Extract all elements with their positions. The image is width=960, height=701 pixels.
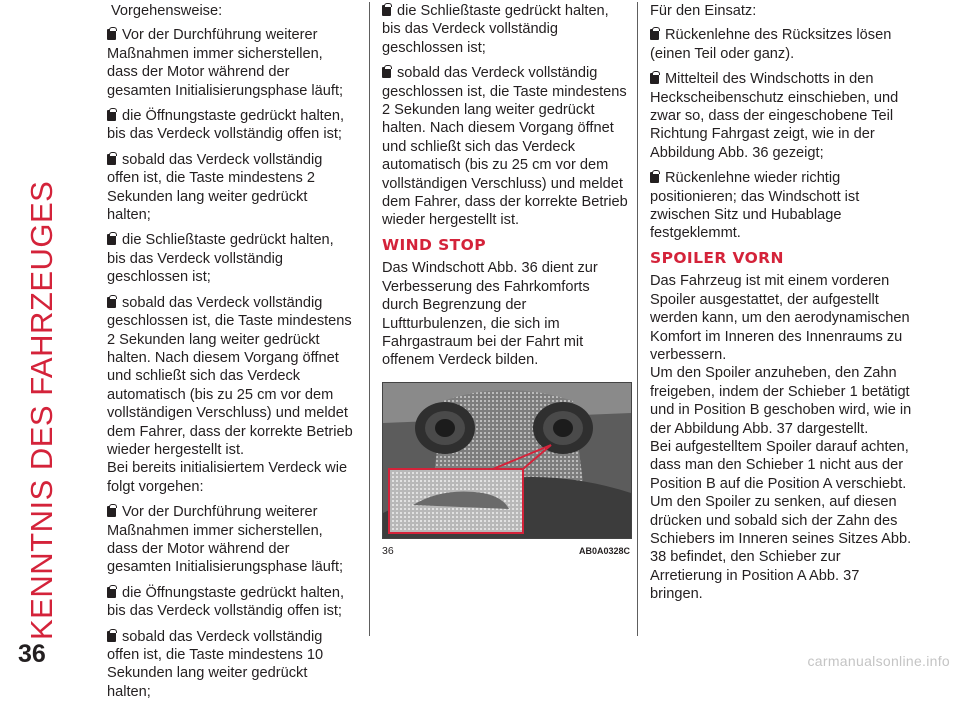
bullet-text: sobald das Verdeck vollständig offen ist, die Taste mindestens 2 Sekunden lang weiter gedrückt halten;: [107, 151, 323, 224]
page-bullet-icon: [107, 154, 116, 165]
page-bullet-icon: [650, 29, 659, 40]
page-bullet-icon: [650, 172, 659, 183]
bullet-item: [107, 107, 355, 144]
wind-stop-illustration: [383, 383, 631, 538]
paragraph: Für den Einsatz:: [650, 3, 757, 19]
bullet-text: die Öffnungstaste gedrückt halten, bis das Verdeck vollständig offen ist;: [107, 584, 345, 620]
paragraph: Das Windschott Abb. 36 dient zur Verbesserung des Fahrkomforts durch Begrenzung der Luftturbulenzen, die sich im Fahrgastraum bei der Fahrt mit offenem Verdeck bilden.: [382, 260, 598, 369]
bullet-text: die Öffnungstaste gedrückt halten, bis das Verdeck vollständig offen ist;: [107, 108, 345, 143]
column-2: [382, 2, 630, 560]
bullet-item: [107, 26, 355, 100]
bullet-item: [650, 169, 912, 243]
page-number: 36: [18, 640, 46, 668]
bullet-item: [650, 70, 912, 162]
page-bullet-icon: [107, 29, 116, 40]
watermark: carmanualsonline.info: [807, 653, 950, 669]
bullet-text: sobald das Verdeck vollständig offen ist, die Taste mindestens 10 Sekunden lang weiter gedrückt halten;: [107, 628, 324, 700]
figure-caption: [382, 542, 630, 560]
bullet-item: [382, 64, 630, 230]
chapter-side-title-text: KENNTNIS DES FAHRZEUGES: [24, 180, 59, 640]
column-divider: [369, 2, 370, 636]
bullet-item: [107, 294, 355, 460]
bullet-item: [107, 584, 355, 621]
page-bullet-icon: [382, 67, 391, 78]
page-bullet-icon: [107, 297, 116, 308]
paragraph: Bei bereits initialisiertem Verdeck wie folgt vorgehen:: [107, 460, 348, 495]
bullet-item: [382, 2, 630, 57]
bullet-text: sobald das Verdeck vollständig geschlossen ist, die Taste mindestens 2 Sekunden lang weiter gedrückt halten. Nach diesem Vorgang öffnet und schließt sich das Verdeck automatisch (bis zu 25 cm vor dem vollständigen Verschluss) und meldet dem Fahrer, dass der korrekte Betrieb wieder hergestellt ist.: [382, 65, 628, 229]
bullet-text: Vor der Durchführung weiterer Maßnahmen immer sicherstellen, dass der Motor während der gesamten Initialisierungsphase läuft;: [107, 504, 344, 576]
bullet-item: [107, 151, 355, 225]
page-bullet-icon: [107, 234, 116, 245]
page-bullet-icon: [650, 73, 659, 84]
paragraph: Vorgehensweise:: [111, 3, 223, 19]
column-1: [107, 2, 355, 701]
bullet-item: [107, 628, 355, 701]
page-bullet-icon: [107, 506, 116, 517]
column-divider: [637, 2, 638, 636]
paragraph: Bei aufgestelltem Spoiler darauf achten, dass man den Schieber 1 nicht aus der Position B auf die Position A verschiebt.: [650, 438, 909, 492]
bullet-text: die Schließtaste gedrückt halten, bis das Verdeck vollständig geschlossen ist;: [382, 3, 609, 56]
paragraph: Das Fahrzeug ist mit einem vorderen Spoiler ausgestattet, der aufgestellt werden kann, um den aerodynamischen Komfort im Inneren des Innenraums zu verbessern.: [650, 273, 910, 363]
page-bullet-icon: [107, 110, 116, 121]
bullet-text: die Schließtaste gedrückt halten, bis das Verdeck vollständig geschlossen ist;: [107, 232, 334, 286]
section-heading: SPOILER VORN: [650, 248, 784, 267]
page-bullet-icon: [107, 631, 116, 642]
bullet-text: sobald das Verdeck vollständig geschlossen ist, die Taste mindestens 2 Sekunden lang weiter gedrückt halten. Nach diesem Vorgang öffnet und schließt sich das Verdeck automatisch (bis zu 25 cm vor dem vollständigen Verschluss) und meldet dem Fahrer, dass der korrekte Betrieb wieder hergestellt ist.: [107, 294, 353, 458]
bullet-text: Rückenlehne des Rücksitzes lösen (einen Teil oder ganz).: [650, 27, 892, 62]
bullet-text: Mittelteil des Windschotts in den Heckscheibenschutz einschieben, und zwar so, dass der eingeschobene Teil Richtung Fahrgast zeigt, wie in der Abbildung Abb. 36 gezeigt;: [650, 71, 899, 161]
wind-stop-figure: [382, 382, 632, 539]
bullet-text: Rückenlehne wieder richtig positionieren; das Windschott ist zwischen Sitz und Hubablage festgeklemmt.: [650, 170, 860, 242]
paragraph: Um den Spoiler zu senken, auf diesen drücken und sobald sich der Zahn des Schiebers im Inneren seines Sitzes Abb. 38 befindet, den Schieber zur Arretierung in Position A Abb. 37 bringen.: [650, 494, 912, 603]
bullet-item: [650, 26, 912, 63]
bullet-item: [107, 503, 355, 577]
figure-code: AB0A0328C: [578, 545, 630, 556]
section-heading: WIND STOP: [382, 235, 486, 254]
page-bullet-icon: [107, 587, 116, 598]
page-bullet-icon: [382, 5, 391, 16]
bullet-item: [107, 231, 355, 286]
paragraph: Um den Spoiler anzuheben, den Zahn freigeben, indem der Schieber 1 betätigt und in Position B geschoben wird, wie in der Abbildung Abb. 37 dargestellt.: [650, 365, 912, 437]
figure-number: 36: [382, 544, 394, 557]
column-3: [650, 2, 912, 604]
bullet-text: Vor der Durchführung weiterer Maßnahmen immer sicherstellen, dass der Motor während der gesamten Initialisierungsphase läuft;: [107, 27, 344, 99]
